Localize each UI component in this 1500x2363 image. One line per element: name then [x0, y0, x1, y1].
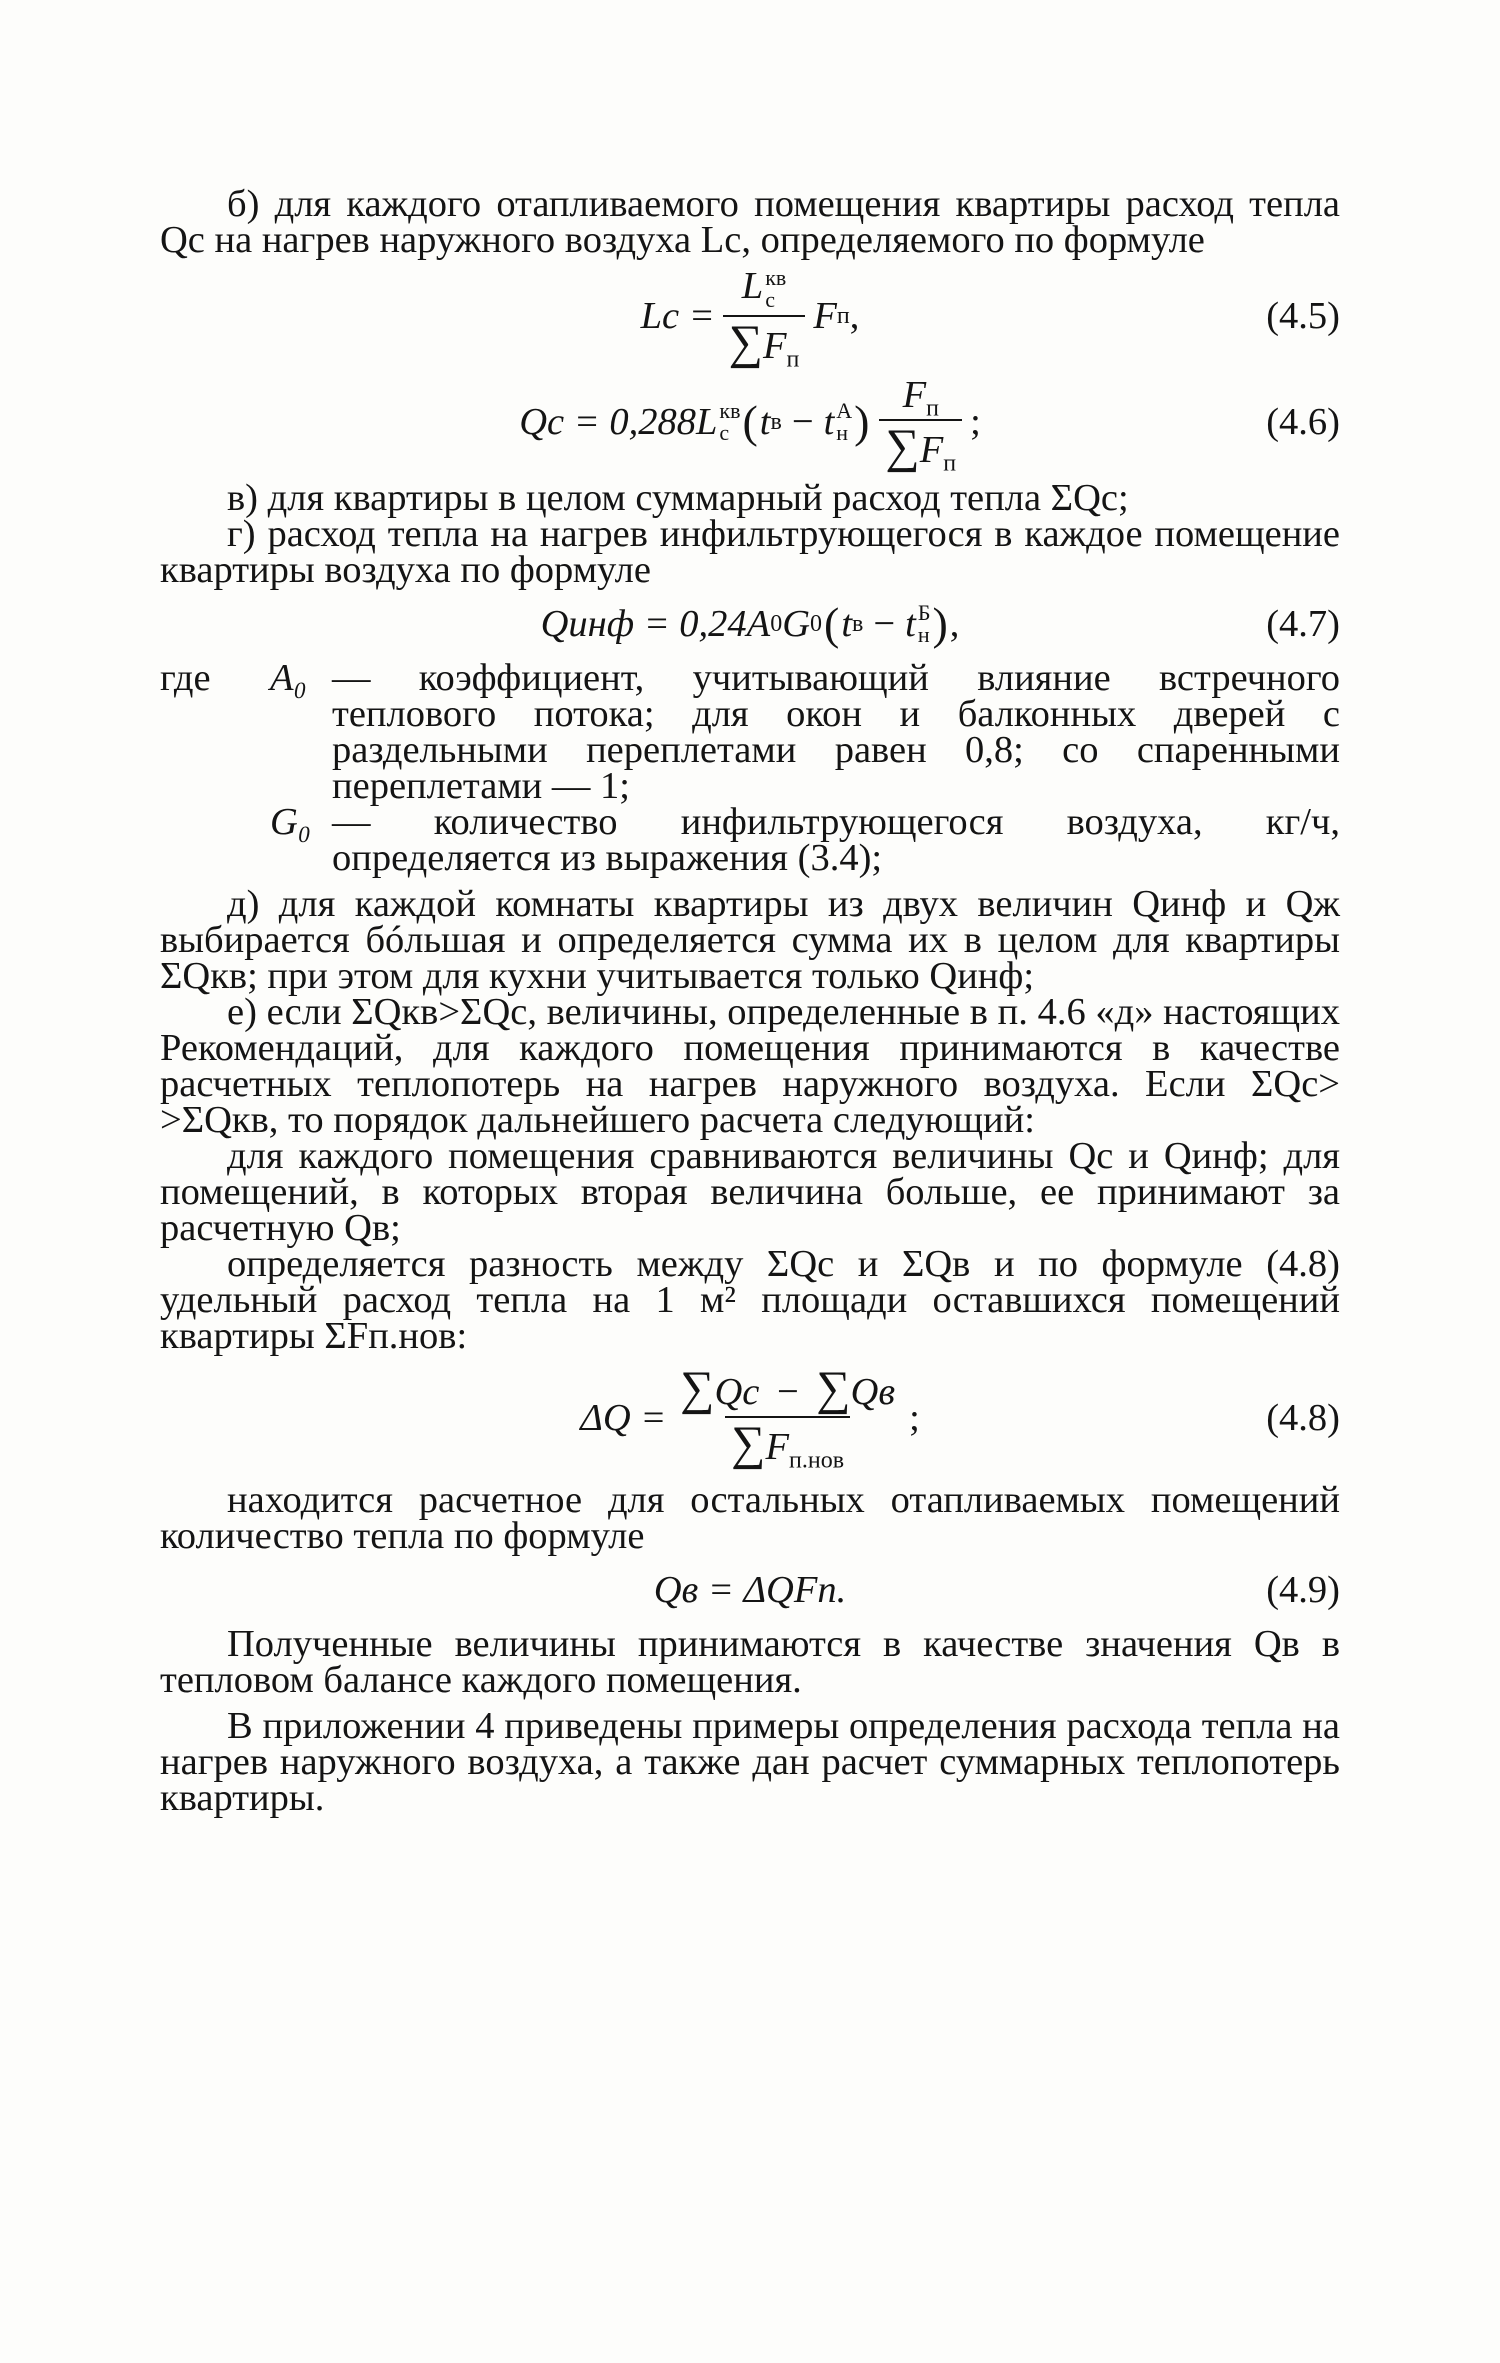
eq46-tail-punct: ; — [970, 401, 981, 443]
eq47-t2-indices — [918, 602, 931, 646]
definition-a0-symbol: A₀ — [270, 657, 307, 699]
equation-4-9-body: Qв = ΔQFп. — [653, 1569, 847, 1611]
eq45-lhs: Lс = — [640, 295, 715, 337]
paragraph-difference: определяется разность между ΣQс и ΣQв и по формуле (4.8) удельный расход тепла на 1 м² площади оставшихся помещений квартиры ΣFп.нов: — [160, 1243, 1340, 1357]
eq48-den-sub: п.нов — [789, 1447, 845, 1474]
eq46-L-indices — [719, 400, 740, 444]
eq45-numerator — [736, 266, 793, 315]
eq47-lhs: Qинф = 0,24 — [540, 603, 747, 645]
eq46-t2-main: t — [823, 401, 835, 443]
equation-number-4-7: (4.7) — [1266, 603, 1340, 645]
eq46-den-main: F — [919, 428, 944, 471]
paragraph-compare: для каждого помещения сравниваются величины Qс и Qинф; для помещений, в которых вторая величина больше, ее принимают за расчетную Qв; — [160, 1135, 1340, 1249]
eq45-fraction — [723, 264, 806, 373]
eq46-L-sup: кв — [719, 398, 741, 423]
eq47-t2-sup: Б — [917, 600, 931, 625]
eq45-tail-punct: , — [849, 295, 860, 337]
equation-number-4-9: (4.9) — [1266, 1569, 1340, 1611]
eq45-num-main: L — [741, 264, 764, 307]
eq45-num-sub: с — [765, 287, 775, 313]
eq48-den-sigma: ∑ — [731, 1417, 766, 1470]
eq46-t1-main: t — [759, 401, 771, 443]
eq48-num-sigma-1: ∑ — [680, 1362, 715, 1415]
paragraph-item-b: б) для каждого отапливаемого помещения квартиры расход тепла Qс на нагрев наружного воздуха Lс, определяемого по формуле — [160, 183, 1340, 261]
equation-4-8-body — [580, 1362, 920, 1474]
eq46-t2-sub: н — [836, 420, 849, 445]
definition-g0-text: — количество инфильтрующегося воздуха, кг/ч, определяется из выражения (3.4); — [332, 801, 1340, 879]
equation-number-4-5: (4.5) — [1266, 295, 1340, 337]
eq48-den-main: F — [765, 1426, 789, 1468]
eq47-left-paren: ( — [824, 598, 840, 649]
eq47-minus: − — [873, 603, 896, 645]
eq47-t2-sub: н — [917, 622, 930, 647]
equation-4-5 — [160, 264, 1340, 373]
eq45-num-indices — [765, 267, 786, 311]
definition-g0-symbol: G₀ — [270, 801, 312, 843]
equation-4-8 — [160, 1364, 1340, 1472]
equation-4-7-body: Qинф = 0,24 A 0 G 0 ( t в − t Б н ) , — [540, 598, 960, 649]
paragraph-item-g: г) расход тепла на нагрев инфильтрующегося в каждое помещение квартиры воздуха по формуле — [160, 513, 1340, 591]
eq48-num-q2: Qв — [850, 1371, 896, 1413]
eq48-fraction — [674, 1362, 901, 1474]
eq45-den-sub: п — [786, 346, 800, 373]
eq46-right-paren: ) — [854, 396, 870, 447]
equation-number-4-8: (4.8) — [1266, 1397, 1340, 1439]
eq46-lhs: Qс = 0,288 — [519, 401, 696, 443]
eq45-tail-main: F — [813, 295, 837, 337]
equation-number-4-6: (4.6) — [1266, 401, 1340, 443]
where-label: где — [160, 657, 211, 699]
definition-a0 — [160, 657, 1340, 807]
paragraph-item-v: в) для квартиры в целом суммарный расход тепла ΣQс; — [227, 477, 1129, 519]
equation-4-6 — [160, 373, 1340, 477]
eq46-fraction — [879, 373, 962, 477]
eq48-num-sigma-2: ∑ — [816, 1362, 851, 1415]
eq46-L-main: L — [695, 401, 718, 443]
equation-4-6-body: Qс = 0,288 L кв с ( t в − t А н ) $\frac{F_п}{\sum F_п}$ ; — [519, 373, 981, 477]
eq47-right-paren: ) — [932, 598, 948, 649]
eq46-den-sigma: ∑ — [885, 419, 920, 473]
eq46-num-sub: п — [926, 395, 939, 422]
eq46-t2-indices — [836, 400, 852, 444]
eq46-left-paren: ( — [742, 396, 758, 447]
eq48-num-q1: Qс — [714, 1371, 760, 1413]
eq46-den-sub: п — [943, 450, 957, 477]
eq45-den-sigma: ∑ — [728, 316, 763, 370]
eq46-L-sub: с — [719, 420, 730, 445]
eq48-denominator — [725, 1416, 850, 1474]
eq48-lhs: ΔQ = — [580, 1397, 667, 1439]
definition-g0 — [160, 801, 1340, 879]
eq46-num-main: F — [902, 373, 927, 416]
eq47-t2-main: t — [905, 603, 916, 645]
paragraph-item-e: е) если ΣQкв>ΣQс, величины, определенные в п. 4.6 «д» настоящих Рекомендаций, для каждого помещения принимаются в качестве расчетных теплопотерь на нагрев наружного воздуха. Если ΣQс> >ΣQкв, то порядок дальнейшего расчета следующий: — [160, 991, 1340, 1141]
equation-4-7 — [160, 598, 1340, 650]
eq48-tail-punct: ; — [909, 1397, 920, 1439]
paragraph-find: находится расчетное для остальных отапливаемых помещений количество тепла по формуле — [160, 1479, 1340, 1557]
equation-4-5-body: Lс = L кв с $\sum F_п$ F п , — [640, 264, 860, 373]
eq48-numerator — [674, 1362, 901, 1416]
eq46-numerator — [897, 373, 945, 422]
eq47-tail-punct: , — [949, 603, 960, 645]
eq47-G-main: G — [782, 603, 811, 645]
body-text — [160, 183, 1340, 1819]
eq45-num-sup: кв — [765, 265, 787, 291]
paragraph-appendix: В приложении 4 приведены примеры определения расхода тепла на нагрев наружного воздуха, а также дан расчет суммарных теплопотерь квартиры. — [160, 1705, 1340, 1819]
eq47-t1-main: t — [841, 603, 853, 645]
eq46-denominator — [879, 419, 962, 477]
eq46-t2-sup: А — [836, 398, 853, 423]
paragraph-item-d: д) для каждой комнаты квартиры из двух величин Qинф и Qж выбирается бóльшая и определяется сумма их в целом для квартиры ΣQкв; при этом для кухни учитывается только Qинф; — [160, 883, 1340, 997]
equation-4-9 — [160, 1564, 1340, 1616]
eq48-minus: − — [776, 1371, 799, 1413]
eq46-minus: − — [791, 401, 814, 443]
eq45-den-main: F — [762, 325, 787, 368]
eq47-A-main: A — [746, 603, 771, 645]
definition-a0-text: — коэффициент, учитывающий влияние встречного теплового потока; для окон и балконных дверей с раздельными переплетами равен 0,8; со спаренными переплетами — 1; — [332, 657, 1340, 807]
eq45-denominator — [723, 315, 806, 373]
paragraph-result: Полученные величины принимаются в качестве значения Qв в тепловом балансе каждого помещения. — [160, 1623, 1340, 1701]
